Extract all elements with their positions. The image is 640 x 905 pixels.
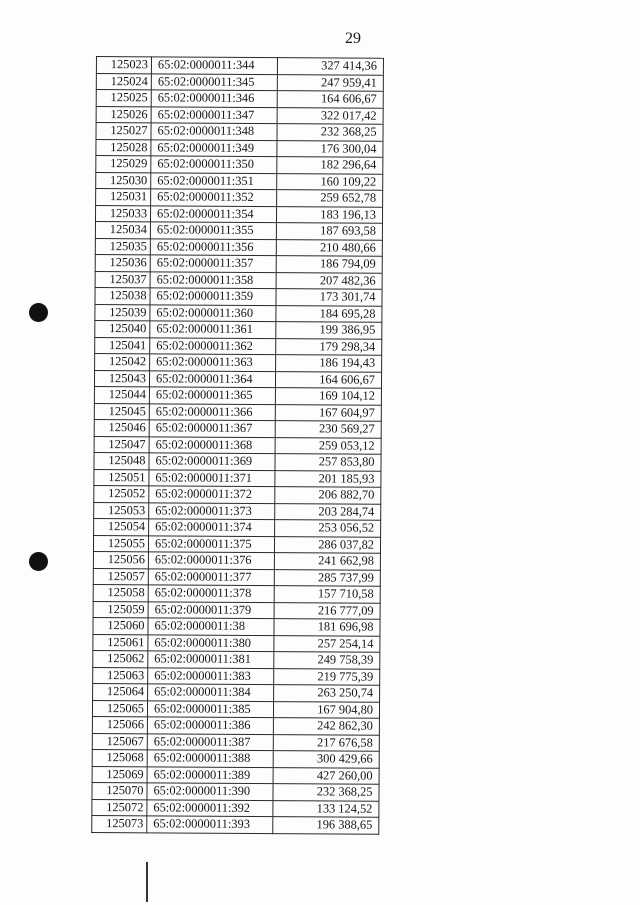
row-number-cell: 125059 bbox=[93, 601, 148, 618]
cadastral-value-cell: 259 053,12 bbox=[275, 437, 381, 454]
cadastral-value-cell: 179 298,34 bbox=[276, 338, 382, 355]
table-row bbox=[92, 799, 379, 817]
table-row bbox=[96, 139, 383, 157]
table-row bbox=[95, 221, 382, 239]
cadastral-number-cell: 65:02:0000011:385 bbox=[147, 700, 273, 717]
cadastral-value-cell: 173 301,74 bbox=[276, 289, 382, 306]
cadastral-number-cell: 65:02:0000011:348 bbox=[151, 123, 277, 140]
cadastral-number-cell: 65:02:0000011:358 bbox=[150, 271, 276, 288]
cadastral-value-cell: 285 737,99 bbox=[274, 569, 380, 586]
table-row bbox=[94, 502, 381, 520]
table-row bbox=[94, 452, 381, 470]
cadastral-number-cell: 65:02:0000011:345 bbox=[151, 73, 277, 90]
table-row bbox=[96, 172, 383, 190]
table-row bbox=[95, 337, 382, 355]
cadastral-number-cell: 65:02:0000011:376 bbox=[148, 552, 274, 569]
cadastral-number-cell: 65:02:0000011:38 bbox=[148, 618, 274, 635]
row-number-cell: 125054 bbox=[94, 518, 149, 535]
row-number-cell: 125062 bbox=[93, 650, 148, 667]
cadastral-number-cell: 65:02:0000011:363 bbox=[150, 354, 276, 371]
row-number-cell: 125040 bbox=[95, 320, 150, 337]
cadastral-value-cell: 203 284,74 bbox=[275, 503, 381, 520]
row-number-cell: 125051 bbox=[94, 469, 149, 486]
cadastral-value-cell: 427 260,00 bbox=[273, 767, 379, 784]
cadastral-number-cell: 65:02:0000011:373 bbox=[149, 502, 275, 519]
row-number-cell: 125063 bbox=[93, 667, 148, 684]
table-row bbox=[95, 238, 382, 256]
row-number-cell: 125030 bbox=[96, 172, 151, 189]
cadastral-value-cell: 259 652,78 bbox=[277, 190, 383, 207]
table-row bbox=[93, 667, 380, 685]
cadastral-value-cell: 196 388,65 bbox=[273, 817, 379, 834]
cadastral-number-cell: 65:02:0000011:347 bbox=[151, 106, 277, 123]
row-number-cell: 125066 bbox=[92, 716, 147, 733]
cadastral-number-cell: 65:02:0000011:344 bbox=[151, 57, 277, 74]
row-number-cell: 125057 bbox=[93, 568, 148, 585]
cadastral-number-cell: 65:02:0000011:390 bbox=[147, 783, 273, 800]
punch-hole-lower bbox=[29, 552, 48, 571]
cadastral-value-cell: 257 254,14 bbox=[274, 635, 380, 652]
table-row bbox=[92, 733, 379, 751]
row-number-cell: 125045 bbox=[94, 403, 149, 420]
cadastral-number-cell: 65:02:0000011:350 bbox=[151, 156, 277, 173]
cadastral-value-table bbox=[91, 56, 384, 834]
row-number-cell: 125058 bbox=[93, 584, 148, 601]
cadastral-value-cell: 253 056,52 bbox=[275, 520, 381, 537]
row-number-cell: 125029 bbox=[96, 156, 151, 173]
row-number-cell: 125064 bbox=[93, 683, 148, 700]
table-row bbox=[96, 106, 383, 124]
row-number-cell: 125031 bbox=[96, 189, 151, 206]
cadastral-value-cell: 176 300,04 bbox=[277, 140, 383, 157]
cadastral-value-cell: 232 368,25 bbox=[273, 784, 379, 801]
cadastral-number-cell: 65:02:0000011:380 bbox=[148, 634, 274, 651]
table-row bbox=[92, 815, 379, 833]
row-number-cell: 125053 bbox=[94, 502, 149, 519]
cadastral-number-cell: 65:02:0000011:392 bbox=[147, 799, 273, 816]
cadastral-value-cell: 327 414,36 bbox=[277, 58, 383, 75]
cadastral-value-cell: 232 368,25 bbox=[277, 124, 383, 141]
cadastral-value-cell: 164 606,67 bbox=[275, 371, 381, 388]
row-number-cell: 125072 bbox=[92, 799, 147, 816]
cadastral-value-cell: 219 775,39 bbox=[274, 668, 380, 685]
punch-hole-upper bbox=[29, 303, 48, 322]
cadastral-number-cell: 65:02:0000011:368 bbox=[149, 436, 275, 453]
table-row bbox=[94, 386, 381, 404]
row-number-cell: 125046 bbox=[94, 419, 149, 436]
cadastral-number-cell: 65:02:0000011:360 bbox=[150, 304, 276, 321]
cadastral-number-cell: 65:02:0000011:355 bbox=[150, 222, 276, 239]
cadastral-value-cell: 286 037,82 bbox=[274, 536, 380, 553]
table-row bbox=[93, 634, 380, 652]
cadastral-number-cell: 65:02:0000011:386 bbox=[147, 717, 273, 734]
cadastral-value-cell: 181 696,98 bbox=[274, 619, 380, 636]
cadastral-number-cell: 65:02:0000011:362 bbox=[150, 337, 276, 354]
table-row bbox=[95, 320, 382, 338]
row-number-cell: 125034 bbox=[95, 221, 150, 238]
row-number-cell: 125065 bbox=[92, 700, 147, 717]
cadastral-number-cell: 65:02:0000011:377 bbox=[148, 568, 274, 585]
cadastral-value-cell: 187 693,58 bbox=[276, 223, 382, 240]
cadastral-value-cell: 164 606,67 bbox=[277, 91, 383, 108]
row-number-cell: 125047 bbox=[94, 436, 149, 453]
cadastral-value-cell: 242 862,30 bbox=[273, 718, 379, 735]
cadastral-number-cell: 65:02:0000011:365 bbox=[149, 387, 275, 404]
row-number-cell: 125024 bbox=[96, 73, 151, 90]
cadastral-number-cell: 65:02:0000011:346 bbox=[151, 90, 277, 107]
cadastral-number-cell: 65:02:0000011:374 bbox=[149, 519, 275, 536]
cadastral-value-cell: 216 777,09 bbox=[274, 602, 380, 619]
table-row bbox=[93, 584, 380, 602]
row-number-cell: 125061 bbox=[93, 634, 148, 651]
table-row bbox=[95, 353, 382, 371]
table-body bbox=[92, 57, 384, 834]
cadastral-value-cell: 186 194,43 bbox=[276, 355, 382, 372]
table-row bbox=[95, 205, 382, 223]
row-number-cell: 125043 bbox=[94, 370, 149, 387]
table-row bbox=[95, 304, 382, 322]
cadastral-value-cell: 322 017,42 bbox=[277, 107, 383, 124]
table-row bbox=[94, 403, 381, 421]
cadastral-value-cell: 201 185,93 bbox=[275, 470, 381, 487]
table-row bbox=[94, 485, 381, 503]
row-number-cell: 125060 bbox=[93, 617, 148, 634]
margin-mark bbox=[146, 862, 148, 902]
cadastral-value-cell: 217 676,58 bbox=[273, 734, 379, 751]
cadastral-value-cell: 199 386,95 bbox=[276, 322, 382, 339]
cadastral-value-cell: 300 429,66 bbox=[273, 751, 379, 768]
cadastral-value-cell: 157 710,58 bbox=[274, 586, 380, 603]
row-number-cell: 125056 bbox=[93, 551, 148, 568]
cadastral-value-cell: 133 124,52 bbox=[273, 800, 379, 817]
cadastral-number-cell: 65:02:0000011:361 bbox=[150, 321, 276, 338]
cadastral-value-cell: 167 904,80 bbox=[273, 701, 379, 718]
cadastral-number-cell: 65:02:0000011:388 bbox=[147, 750, 273, 767]
row-number-cell: 125055 bbox=[93, 535, 148, 552]
row-number-cell: 125073 bbox=[92, 815, 147, 832]
table-row bbox=[94, 436, 381, 454]
cadastral-value-cell: 230 569,27 bbox=[275, 421, 381, 438]
cadastral-value-cell: 210 480,66 bbox=[276, 239, 382, 256]
row-number-cell: 125044 bbox=[94, 386, 149, 403]
table-row bbox=[93, 535, 380, 553]
row-number-cell: 125036 bbox=[95, 254, 150, 271]
row-number-cell: 125026 bbox=[96, 106, 151, 123]
table-row bbox=[94, 469, 381, 487]
table-row bbox=[94, 518, 381, 536]
table-row bbox=[93, 601, 380, 619]
table-row bbox=[96, 57, 383, 75]
cadastral-value-cell: 167 604,97 bbox=[275, 404, 381, 421]
table-row bbox=[96, 156, 383, 174]
cadastral-value-cell: 186 794,09 bbox=[276, 256, 382, 273]
row-number-cell: 125069 bbox=[92, 766, 147, 783]
table-row bbox=[92, 700, 379, 718]
page-number: 29 bbox=[345, 30, 361, 47]
row-number-cell: 125028 bbox=[96, 139, 151, 156]
table-row bbox=[92, 716, 379, 734]
cadastral-number-cell: 65:02:0000011:356 bbox=[150, 238, 276, 255]
row-number-cell: 125025 bbox=[96, 90, 151, 107]
table-row bbox=[96, 123, 383, 141]
cadastral-number-cell: 65:02:0000011:372 bbox=[149, 486, 275, 503]
row-number-cell: 125035 bbox=[95, 238, 150, 255]
cadastral-number-cell: 65:02:0000011:366 bbox=[149, 403, 275, 420]
row-number-cell: 125023 bbox=[96, 57, 151, 74]
cadastral-number-cell: 65:02:0000011:371 bbox=[149, 469, 275, 486]
cadastral-number-cell: 65:02:0000011:364 bbox=[149, 370, 275, 387]
row-number-cell: 125052 bbox=[94, 485, 149, 502]
cadastral-number-cell: 65:02:0000011:359 bbox=[150, 288, 276, 305]
cadastral-number-cell: 65:02:0000011:393 bbox=[147, 816, 273, 833]
table-row bbox=[93, 683, 380, 701]
cadastral-number-cell: 65:02:0000011:351 bbox=[151, 172, 277, 189]
table-row bbox=[93, 551, 380, 569]
cadastral-value-cell: 263 250,74 bbox=[274, 685, 380, 702]
row-number-cell: 125033 bbox=[95, 205, 150, 222]
cadastral-value-cell: 169 104,12 bbox=[275, 388, 381, 405]
row-number-cell: 125027 bbox=[96, 123, 151, 140]
table-row bbox=[93, 650, 380, 668]
row-number-cell: 125048 bbox=[94, 452, 149, 469]
table-row bbox=[95, 271, 382, 289]
cadastral-number-cell: 65:02:0000011:378 bbox=[148, 585, 274, 602]
cadastral-value-cell: 183 196,13 bbox=[276, 206, 382, 223]
cadastral-number-cell: 65:02:0000011:379 bbox=[148, 601, 274, 618]
row-number-cell: 125068 bbox=[92, 749, 147, 766]
table-row bbox=[94, 370, 381, 388]
row-number-cell: 125037 bbox=[95, 271, 150, 288]
cadastral-number-cell: 65:02:0000011:352 bbox=[151, 189, 277, 206]
table-row bbox=[94, 419, 381, 437]
row-number-cell: 125042 bbox=[95, 353, 150, 370]
table-row bbox=[92, 782, 379, 800]
row-number-cell: 125039 bbox=[95, 304, 150, 321]
cadastral-number-cell: 65:02:0000011:357 bbox=[150, 255, 276, 272]
table-row bbox=[96, 189, 383, 207]
cadastral-number-cell: 65:02:0000011:354 bbox=[150, 205, 276, 222]
cadastral-number-cell: 65:02:0000011:389 bbox=[147, 766, 273, 783]
cadastral-number-cell: 65:02:0000011:387 bbox=[147, 733, 273, 750]
cadastral-number-cell: 65:02:0000011:381 bbox=[148, 651, 274, 668]
table-row bbox=[93, 617, 380, 635]
cadastral-value-cell: 249 758,39 bbox=[274, 652, 380, 669]
cadastral-number-cell: 65:02:0000011:375 bbox=[148, 535, 274, 552]
row-number-cell: 125041 bbox=[95, 337, 150, 354]
table-row bbox=[92, 749, 379, 767]
row-number-cell: 125067 bbox=[92, 733, 147, 750]
cadastral-number-cell: 65:02:0000011:383 bbox=[148, 667, 274, 684]
parcel-table-wrapper bbox=[91, 56, 384, 834]
table-row bbox=[95, 287, 382, 305]
cadastral-value-cell: 241 662,98 bbox=[274, 553, 380, 570]
cadastral-value-cell: 207 482,36 bbox=[276, 272, 382, 289]
row-number-cell: 125038 bbox=[95, 287, 150, 304]
cadastral-number-cell: 65:02:0000011:384 bbox=[148, 684, 274, 701]
table-row bbox=[95, 254, 382, 272]
table-row bbox=[93, 568, 380, 586]
cadastral-number-cell: 65:02:0000011:369 bbox=[149, 453, 275, 470]
cadastral-value-cell: 257 853,80 bbox=[275, 454, 381, 471]
table-row bbox=[96, 90, 383, 108]
cadastral-number-cell: 65:02:0000011:349 bbox=[151, 139, 277, 156]
cadastral-value-cell: 206 882,70 bbox=[275, 487, 381, 504]
cadastral-value-cell: 247 959,41 bbox=[277, 74, 383, 91]
cadastral-number-cell: 65:02:0000011:367 bbox=[149, 420, 275, 437]
row-number-cell: 125070 bbox=[92, 782, 147, 799]
cadastral-value-cell: 184 695,28 bbox=[276, 305, 382, 322]
table-row bbox=[92, 766, 379, 784]
table-row bbox=[96, 73, 383, 91]
cadastral-value-cell: 160 109,22 bbox=[277, 173, 383, 190]
cadastral-value-cell: 182 296,64 bbox=[277, 157, 383, 174]
